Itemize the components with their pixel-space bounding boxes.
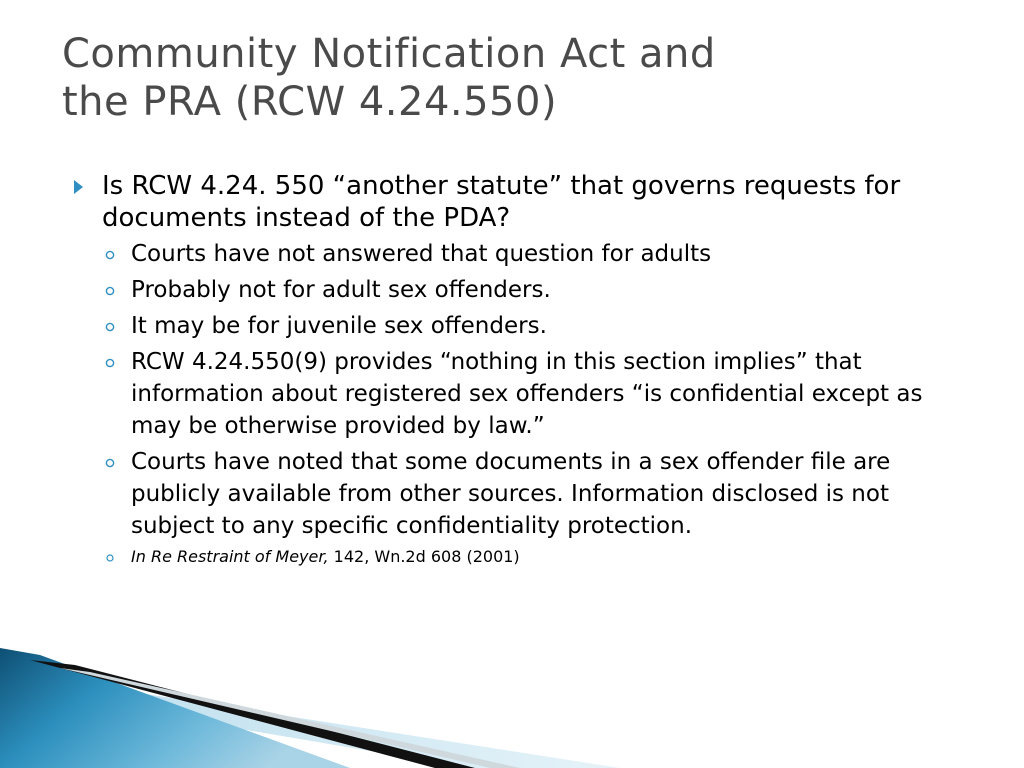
hollow-circle-icon — [102, 274, 131, 306]
hollow-circle-icon — [102, 310, 131, 342]
case-name: In Re Restraint of Meyer, — [131, 547, 329, 566]
sub-bullet — [102, 346, 972, 442]
sub-bullet-text: Probably not for adult sex offenders. — [131, 277, 551, 303]
title-line-2: the PRA (RCW 4.24.550) — [62, 79, 558, 125]
slide-title — [62, 30, 962, 126]
triangle-right-icon — [72, 170, 102, 202]
main-bullet — [72, 170, 972, 234]
sub-bullet — [102, 310, 972, 342]
slide-content — [72, 170, 972, 572]
sub-bullet-list — [72, 238, 972, 568]
sub-bullet-text: Courts have not answered that question for adults — [131, 241, 712, 267]
sub-bullet — [102, 274, 972, 306]
sub-bullet-text: Courts have noted that some documents in a sex offender file are publicly available from other sources. Information disclosed is not subject to any specific confidentiality protection. — [131, 449, 891, 539]
sub-bullet — [102, 446, 972, 542]
citation-bullet — [102, 546, 972, 568]
sub-bullet-text: It may be for juvenile sex offenders. — [131, 313, 547, 339]
citation-text — [131, 546, 961, 568]
hollow-circle-icon — [102, 546, 131, 568]
hollow-circle-icon — [102, 238, 131, 270]
main-bullet-text: Is RCW 4.24. 550 “another statute” that governs requests for documents instead of the PDA? — [102, 171, 901, 233]
title-line-1: Community Notification Act and — [62, 31, 716, 77]
hollow-circle-icon — [102, 346, 131, 378]
sub-bullet-text: RCW 4.24.550(9) provides “nothing in this section implies” that information about registered sex offenders “is confidential except as may be otherwise provided by law.” — [131, 349, 923, 439]
sub-bullet — [102, 238, 972, 270]
case-reference: 142, Wn.2d 608 (2001) — [333, 547, 520, 566]
hollow-circle-icon — [102, 446, 131, 478]
